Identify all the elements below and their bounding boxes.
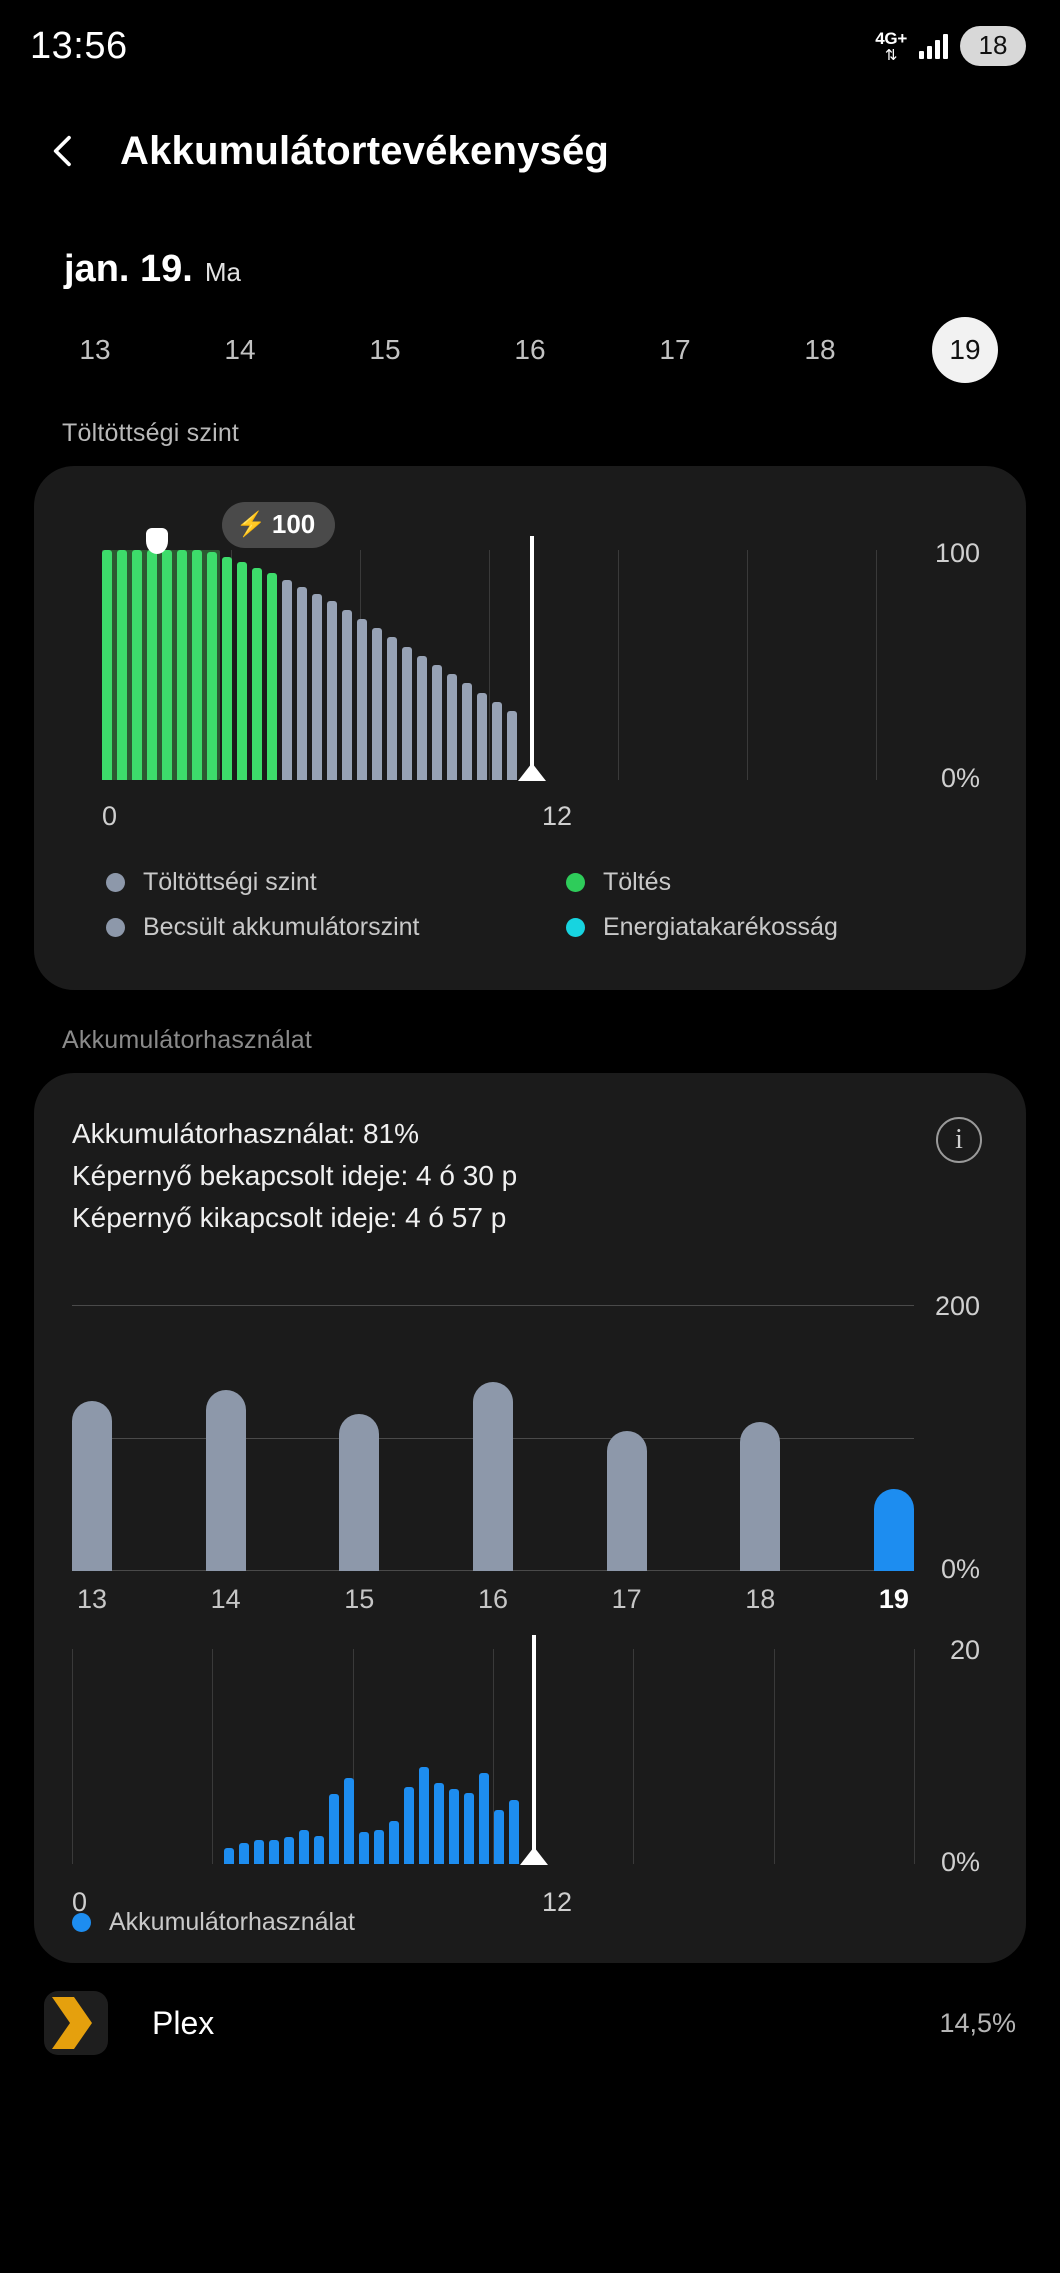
daily-tick-13: 13 <box>76 1584 108 1614</box>
level-bar <box>372 628 382 780</box>
level-bar <box>222 557 232 780</box>
level-bar <box>312 594 322 780</box>
level-bar <box>117 550 127 780</box>
level-bar <box>447 674 457 780</box>
plex-icon <box>44 1991 108 2055</box>
legend-dot-powersave-icon <box>566 918 585 937</box>
daily-tick-14: 14 <box>210 1584 241 1614</box>
usage-total-line: Akkumulátorhasználat: 81% <box>72 1118 420 1149</box>
hourly-usage-bar <box>314 1836 324 1864</box>
hourly-current-time-arrow-icon <box>520 1847 548 1865</box>
legend-item-level <box>106 868 566 897</box>
level-bar <box>267 573 277 780</box>
screen-on-line: Képernyő bekapcsolt ideje: 4 ó 30 p <box>72 1160 518 1191</box>
usage-summary <box>34 1113 1026 1239</box>
hourly-usage-bar <box>374 1830 384 1864</box>
back-button[interactable] <box>26 113 102 189</box>
legend-label-level: Töltöttségi szint <box>143 868 317 896</box>
daily-tick-16: 16 <box>477 1584 508 1614</box>
legend-item-powersave <box>566 913 1026 942</box>
daily-y-min-label: 0% <box>940 1554 980 1584</box>
hourly-usage-bar <box>239 1843 249 1865</box>
day-chip-14[interactable]: 14 <box>224 334 256 365</box>
hourly-usage-bar <box>479 1773 489 1864</box>
legend-dot-estimated-icon <box>106 918 125 937</box>
level-bar <box>282 580 292 780</box>
level-bar <box>462 683 472 780</box>
hourly-y-min-label: 0% <box>940 1847 980 1877</box>
hourly-usage-bar <box>389 1821 399 1864</box>
legend-item-charging <box>566 868 1026 897</box>
info-icon[interactable]: i <box>936 1117 982 1163</box>
level-bar <box>207 552 217 780</box>
level-bar <box>507 711 517 780</box>
hourly-usage-bar <box>329 1794 339 1864</box>
battery-usage-section-label: Akkumulátorhasználat <box>62 1026 312 1054</box>
level-gridline <box>876 550 877 780</box>
level-x-start-label: 0 <box>102 801 118 831</box>
hourly-usage-bar <box>404 1787 414 1864</box>
daily-usage-bars <box>72 1305 914 1571</box>
day-chip-17[interactable]: 17 <box>659 334 691 365</box>
network-type-icon <box>875 30 907 63</box>
hourly-usage-bar <box>299 1830 309 1864</box>
daily-usage-plot <box>72 1305 914 1571</box>
daily-y-max-label: 200 <box>934 1291 980 1321</box>
app-usage-row[interactable] <box>0 1963 1060 2055</box>
status-clock: 13:56 <box>30 24 128 67</box>
battery-level-section-label: Töltöttségi szint <box>62 419 240 447</box>
status-icons <box>875 26 1026 66</box>
daily-tick-15: 15 <box>344 1584 375 1614</box>
charge-level-value: 100 <box>271 509 316 539</box>
battery-level-legend <box>34 834 1026 958</box>
daily-usage-bar <box>72 1401 112 1571</box>
hourly-usage-bar <box>269 1840 279 1864</box>
level-bar <box>147 550 157 780</box>
hourly-usage-bar <box>494 1810 504 1864</box>
level-bar <box>162 550 172 780</box>
legend-label-charging: Töltés <box>603 868 672 896</box>
day-chip-19[interactable]: 19 <box>932 317 998 383</box>
level-bar <box>192 550 202 780</box>
level-bar <box>432 665 442 780</box>
app-percent: 14,5% <box>939 2007 1016 2038</box>
legend-dot-level-icon <box>106 873 125 892</box>
daily-usage-bar <box>874 1489 914 1571</box>
hourly-usage-bar <box>359 1832 369 1864</box>
hourly-usage-bar <box>449 1789 459 1864</box>
charge-marker-icon <box>146 528 168 554</box>
legend-item-estimated <box>106 913 566 942</box>
daily-usage-bar <box>473 1382 513 1571</box>
level-y-max-label: 100 <box>934 538 980 568</box>
app-name: Plex <box>152 2004 215 2041</box>
battery-usage-card <box>34 1073 1026 1963</box>
hourly-usage-bar <box>419 1767 429 1864</box>
level-bar <box>417 656 427 780</box>
hourly-usage-bar <box>509 1800 519 1865</box>
day-selector[interactable] <box>0 291 1060 383</box>
day-chip-16[interactable]: 16 <box>514 334 546 365</box>
hourly-usage-legend <box>34 1864 1026 1937</box>
daily-tick-19: 19 <box>878 1584 909 1614</box>
level-bar <box>252 568 262 780</box>
hourly-usage-bar <box>344 1778 354 1864</box>
level-bar <box>177 550 187 780</box>
bolt-icon: ⚡ <box>236 511 266 538</box>
status-bar <box>0 0 1060 92</box>
level-bar <box>492 702 502 780</box>
level-bar <box>342 610 352 780</box>
level-bar <box>327 601 337 780</box>
current-time-indicator <box>530 536 534 780</box>
level-bar <box>297 587 307 780</box>
data-transfer-icon: ⇅ <box>884 46 898 64</box>
level-x-mid-label: 12 <box>542 801 573 831</box>
day-chip-15[interactable]: 15 <box>369 334 401 365</box>
level-bar <box>477 693 487 780</box>
hourly-usage-bar <box>434 1783 444 1864</box>
daily-usage-x-axis <box>72 1584 914 1615</box>
chevron-left-icon <box>44 131 84 171</box>
level-bar <box>402 647 412 780</box>
legend-label-usage: Akkumulátorhasználat <box>109 1908 355 1936</box>
hourly-gridline <box>914 1649 915 1864</box>
hourly-usage-bar <box>464 1793 474 1864</box>
hourly-usage-bar <box>224 1848 234 1864</box>
hourly-current-time-indicator <box>532 1635 536 1864</box>
daily-usage-bar <box>339 1414 379 1571</box>
hourly-x-mid-label: 12 <box>542 1887 573 1917</box>
daily-usage-bar <box>607 1431 647 1571</box>
hourly-usage-bar <box>254 1840 264 1864</box>
current-time-arrow-icon <box>518 763 546 781</box>
app-bar <box>0 92 1060 210</box>
level-bar <box>102 550 112 780</box>
level-y-min-label: 0% <box>940 763 980 793</box>
day-chip-13[interactable]: 13 <box>79 334 111 365</box>
legend-label-powersave: Energiatakarékosság <box>603 913 838 941</box>
daily-usage-bar <box>206 1390 246 1571</box>
network-gen-label: 4G+ <box>875 28 907 48</box>
selected-date: jan. 19. <box>64 248 193 290</box>
daily-tick-18: 18 <box>745 1584 776 1614</box>
daily-tick-17: 17 <box>611 1584 642 1614</box>
battery-level-chart <box>34 538 1026 831</box>
today-label: Ma <box>204 257 241 287</box>
level-bar <box>237 562 247 781</box>
page-title: Akkumulátortevékenység <box>120 128 610 173</box>
hourly-usage-chart <box>34 1635 1026 1917</box>
battery-percent-badge: 18 <box>960 26 1026 66</box>
battery-level-plot <box>102 550 876 780</box>
legend-label-estimated: Becsült akkumulátorszint <box>143 913 420 941</box>
hourly-x-start-label: 0 <box>72 1887 88 1917</box>
level-bar <box>357 619 367 780</box>
level-bar <box>387 637 397 780</box>
daily-usage-bar <box>740 1422 780 1571</box>
level-bar <box>132 550 142 780</box>
battery-level-card <box>34 466 1026 990</box>
screen-off-line: Képernyő kikapcsolt ideje: 4 ó 57 p <box>72 1202 507 1233</box>
date-header <box>0 210 1060 291</box>
hourly-usage-bar <box>284 1837 294 1864</box>
daily-usage-chart <box>34 1291 1026 1615</box>
charge-level-badge <box>222 502 335 548</box>
battery-level-bars <box>102 550 876 780</box>
legend-dot-charging-icon <box>566 873 585 892</box>
signal-bars-icon <box>919 33 948 59</box>
day-chip-18[interactable]: 18 <box>804 334 836 365</box>
hourly-usage-bars <box>72 1649 914 1864</box>
hourly-y-max-label: 20 <box>949 1635 980 1665</box>
hourly-usage-plot <box>72 1649 914 1864</box>
